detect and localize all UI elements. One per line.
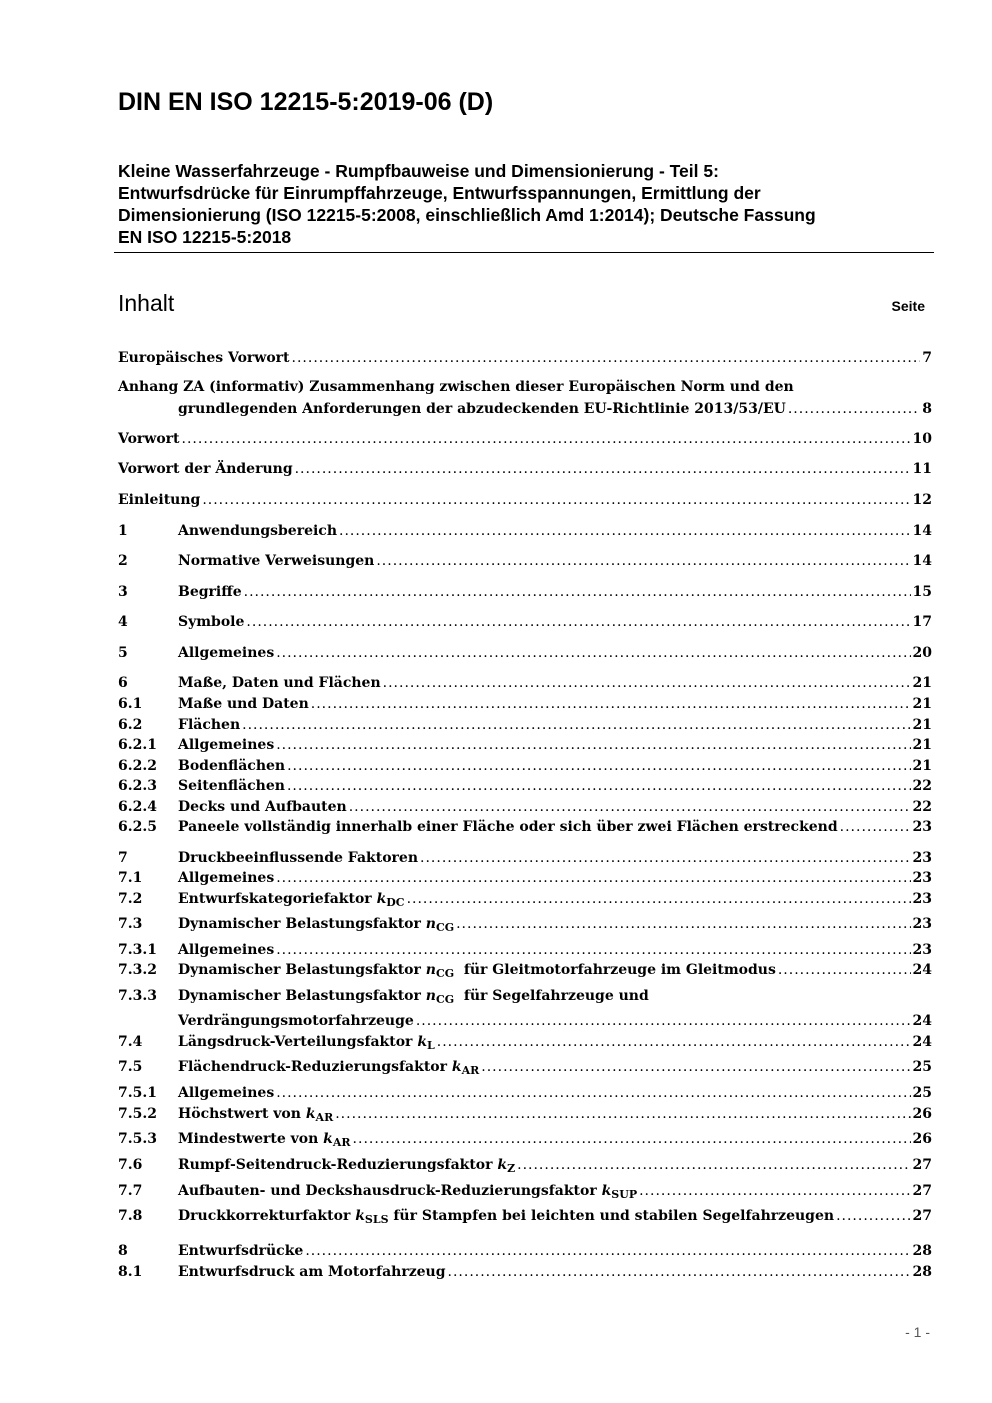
- toc-entry-number: 7.5.3: [118, 1131, 157, 1147]
- toc-entry[interactable]: [118, 582, 932, 602]
- toc-symbol: n: [425, 988, 436, 1004]
- toc-entry-title[interactable]: [178, 551, 374, 571]
- toc-entry[interactable]: [118, 694, 932, 714]
- toc-title-text: Entwurfsdrücke: [178, 1243, 304, 1259]
- toc-symbol-subscript: AR: [461, 1064, 480, 1077]
- toc-leader-dots: [836, 1206, 910, 1226]
- toc-entry[interactable]: [118, 377, 932, 397]
- toc-entry-title[interactable]: [178, 694, 309, 714]
- toc-title-text: für Stampfen bei leichten und stabilen Segelfahrzeugen: [388, 1208, 835, 1224]
- toc-entry-title[interactable]: [178, 521, 337, 541]
- toc-leader-dots: [481, 1057, 910, 1077]
- toc-page-number: 23: [912, 942, 932, 958]
- toc-entry-title[interactable]: [178, 1241, 303, 1261]
- toc-page-number: 28: [912, 1243, 932, 1259]
- toc-leader-dots: [788, 399, 920, 419]
- toc-entry[interactable]: [118, 735, 932, 755]
- toc-symbol: k: [451, 1059, 462, 1075]
- toc-entry-title[interactable]: [178, 960, 776, 984]
- toc-symbol-subscript: CG: [435, 967, 455, 980]
- toc-entry-number: 6.2.4: [118, 799, 157, 815]
- toc-title-text: Paneele vollständig innerhalb einer Fläche oder sich über zwei Flächen erstreckend: [178, 819, 838, 835]
- toc-title-text: Allgemeines: [178, 737, 275, 753]
- toc-symbol: k: [323, 1131, 333, 1147]
- toc-title-text: für Segelfahrzeuge und: [454, 988, 649, 1004]
- toc-symbol: k: [601, 1183, 612, 1199]
- toc-title-text: Flächen: [178, 717, 241, 733]
- toc-page-number: 26: [912, 1106, 932, 1122]
- toc-entry-title[interactable]: [178, 756, 285, 776]
- toc-entry[interactable]: [118, 612, 932, 632]
- toc-symbol: n: [425, 962, 436, 978]
- toc-page-number: 21: [912, 737, 932, 753]
- toc-page-number: 24: [912, 1034, 932, 1050]
- toc-entry-number: 6: [118, 675, 128, 691]
- toc-entry-title[interactable]: [178, 1155, 515, 1179]
- toc-entry-number: 1: [118, 523, 128, 539]
- subtitle-line: Dimensionierung (ISO 12215-5:2008, einschließlich Amd 1:2014); Deutsche Fassung: [118, 205, 816, 225]
- toc-title-text: Mindestwerte von: [178, 1131, 324, 1147]
- toc-entry-number: 6.2: [118, 717, 143, 733]
- toc-title-text: grundlegenden Anforderungen der abzudeckenden EU-Richtlinie 2013/53/EU: [178, 401, 786, 417]
- toc-entry[interactable]: [118, 756, 932, 776]
- toc-entry[interactable]: [118, 848, 932, 868]
- toc-title-text: Dynamischer Belastungsfaktor: [178, 988, 426, 1004]
- toc-entry-number: 7.7: [118, 1183, 143, 1199]
- toc-leader-dots: [276, 1083, 910, 1103]
- toc-entry-title[interactable]: [178, 817, 838, 837]
- page-number: - 1 -: [905, 1324, 930, 1340]
- toc-title-text: Maße und Daten: [178, 696, 309, 712]
- toc-page-number: 27: [912, 1208, 932, 1224]
- toc-entry[interactable]: [118, 490, 932, 510]
- toc-title-text: Rumpf-Seitendruck-Reduzierungsfaktor: [178, 1157, 498, 1173]
- toc-page-number: 11: [912, 461, 932, 477]
- toc-title-text: Maße, Daten und Flächen: [178, 675, 381, 691]
- toc-page-number: 14: [912, 523, 932, 539]
- toc-leader-dots: [311, 694, 911, 714]
- toc-entry[interactable]: [118, 1057, 932, 1081]
- toc-leader-dots: [840, 817, 911, 837]
- toc-page-number: 25: [912, 1059, 932, 1075]
- toc-entry-title[interactable]: [178, 914, 454, 938]
- toc-title-text: Dynamischer Belastungsfaktor: [178, 962, 426, 978]
- toc-entry[interactable]: [118, 1155, 932, 1179]
- toc-title-text: für Gleitmotorfahrzeuge im Gleitmodus: [454, 962, 776, 978]
- toc-entry-number: 7.3.2: [118, 962, 157, 978]
- toc-title-text: Allgemeines: [178, 870, 275, 886]
- toc-page-number: 23: [912, 870, 932, 886]
- toc-leader-dots: [349, 797, 911, 817]
- toc-leader-dots: [420, 848, 911, 868]
- toc-title-text: Längsdruck-Verteilungsfaktor: [178, 1034, 418, 1050]
- toc-symbol-subscript: CG: [435, 921, 455, 934]
- toc-leader-dots: [639, 1181, 910, 1201]
- toc-title-text: Symbole: [178, 614, 245, 630]
- toc-entry-number: 7.2: [118, 891, 143, 907]
- toc-leader-dots: [246, 612, 910, 632]
- toc-entry-title[interactable]: [178, 1129, 351, 1153]
- toc-title-text: Vorwort: [118, 431, 180, 447]
- toc-entry[interactable]: [118, 914, 932, 938]
- toc-symbol-subscript: SUP: [611, 1188, 638, 1201]
- toc-entry[interactable]: [118, 1032, 932, 1056]
- toc-title-text: Begriffe: [178, 584, 242, 600]
- toc-page-number: 17: [912, 614, 932, 630]
- toc-leader-dots: [305, 1241, 910, 1261]
- toc-entry-title[interactable]: [178, 673, 381, 693]
- toc-leader-dots: [287, 776, 911, 796]
- header-divider: [114, 252, 934, 253]
- toc-page-number: 7: [922, 350, 932, 366]
- toc-entry-number: 7.8: [118, 1208, 143, 1224]
- toc-entry-number: 7.6: [118, 1157, 143, 1173]
- toc-symbol: k: [417, 1034, 428, 1050]
- toc-page-number: 23: [912, 850, 932, 866]
- toc-page-number: 15: [912, 584, 932, 600]
- toc-entry[interactable]: [118, 889, 932, 913]
- toc-entry-number: 5: [118, 645, 128, 661]
- toc-symbol: k: [355, 1208, 365, 1224]
- toc-leader-dots: [407, 889, 911, 909]
- toc-symbol-subscript: AR: [332, 1136, 351, 1149]
- toc-symbol-subscript: DC: [386, 896, 405, 909]
- toc-symbol: k: [305, 1106, 316, 1122]
- toc-symbol-subscript: L: [427, 1039, 435, 1052]
- toc-entry-title[interactable]: [178, 643, 274, 663]
- toc-leader-dots: [287, 756, 910, 776]
- toc-entry-number: 4: [118, 614, 128, 630]
- toc-page-number: 23: [912, 891, 932, 907]
- toc-leader-dots: [339, 521, 911, 541]
- toc-entry[interactable]: [118, 715, 932, 735]
- toc-page-number: 21: [912, 675, 932, 691]
- toc-entry-number: 7.5.2: [118, 1106, 157, 1122]
- toc-symbol: k: [497, 1157, 508, 1173]
- toc-page-number: 21: [912, 758, 932, 774]
- toc-leader-dots: [276, 940, 910, 960]
- toc-entry-title[interactable]: [178, 1181, 637, 1205]
- toc-entry[interactable]: [118, 1104, 932, 1128]
- subtitle-line: Entwurfsdrücke für Einrumpffahrzeuge, Entwurfsspannungen, Ermittlung der: [118, 183, 761, 203]
- toc-page-number: 22: [912, 799, 932, 815]
- toc-entry-title[interactable]: [178, 1104, 333, 1128]
- toc-leader-dots: [292, 348, 921, 368]
- toc-entry-number: 7.4: [118, 1034, 143, 1050]
- toc-entry-number: 7.5: [118, 1059, 143, 1075]
- toc-leader-dots: [383, 673, 911, 693]
- toc-page-number: 23: [912, 819, 932, 835]
- toc-page-number: 14: [912, 553, 932, 569]
- toc-entry-title[interactable]: [118, 459, 293, 479]
- toc-leader-dots: [778, 960, 911, 980]
- toc-entry-number: 7: [118, 850, 128, 866]
- toc-entry-title[interactable]: [118, 348, 290, 368]
- toc-entry-number: 6.2.1: [118, 737, 157, 753]
- toc-entry-number: 7.3.3: [118, 988, 157, 1004]
- toc-entry-number: 6.2.5: [118, 819, 157, 835]
- toc-title-text: Decks und Aufbauten: [178, 799, 347, 815]
- toc-entry[interactable]: [118, 817, 932, 837]
- toc-leader-dots: [517, 1155, 910, 1175]
- toc-entry-title[interactable]: [178, 1032, 435, 1056]
- toc-page-number: 12: [912, 492, 932, 508]
- toc-title-text: Höchstwert von: [178, 1106, 306, 1122]
- toc-entry[interactable]: [118, 1206, 932, 1230]
- toc-entry-title[interactable]: [178, 735, 274, 755]
- toc-entry[interactable]: [118, 940, 932, 960]
- subtitle-line: Kleine Wasserfahrzeuge - Rumpfbauweise und Dimensionierung - Teil 5:: [118, 161, 719, 181]
- toc-title-text: Entwurfskategoriefaktor: [178, 891, 377, 907]
- toc-leader-dots: [244, 582, 911, 602]
- toc-entry-title[interactable]: [178, 889, 405, 913]
- toc-title-text: Normative Verweisungen: [178, 553, 375, 569]
- toc-entry[interactable]: [118, 429, 932, 449]
- toc-title-text: Verdrängungsmotorfahrzeuge: [178, 1013, 414, 1029]
- toc-title-text: Druckkorrekturfaktor: [178, 1208, 356, 1224]
- toc-leader-dots: [416, 1011, 911, 1031]
- toc-leader-dots: [448, 1262, 911, 1282]
- toc-entry-title[interactable]: [118, 377, 794, 397]
- toc-page-number: 24: [912, 962, 932, 978]
- toc-title-text: Allgemeines: [178, 942, 275, 958]
- subtitle-line: EN ISO 12215-5:2018: [118, 227, 292, 247]
- toc-entry-continuation[interactable]: [178, 1011, 932, 1031]
- toc-page-number: 10: [912, 431, 932, 447]
- toc-entry[interactable]: [118, 1083, 932, 1103]
- toc-title-text: Entwurfsdruck am Motorfahrzeug: [178, 1264, 446, 1280]
- toc-page-number: 23: [912, 916, 932, 932]
- toc-entry-title[interactable]: [178, 582, 242, 602]
- toc-entry-title[interactable]: [178, 940, 274, 960]
- toc-page-number: 21: [912, 696, 932, 712]
- toc-page-number: 27: [912, 1157, 932, 1173]
- toc-entry-continuation[interactable]: [178, 399, 932, 419]
- toc-entry-title[interactable]: [118, 490, 200, 510]
- toc-entry[interactable]: [118, 1241, 932, 1261]
- toc-leader-dots: [376, 551, 910, 571]
- toc-leader-dots: [182, 429, 911, 449]
- toc-entry[interactable]: [118, 776, 932, 796]
- toc-entry-title[interactable]: [178, 715, 240, 735]
- toc-entry-title[interactable]: [178, 986, 649, 1010]
- document-header: [118, 88, 934, 247]
- toc-entry[interactable]: [118, 643, 932, 663]
- toc-entry-number: 6.2.2: [118, 758, 157, 774]
- toc-entry-title[interactable]: [178, 1206, 834, 1230]
- toc-entry[interactable]: [118, 868, 932, 888]
- toc-entry[interactable]: [118, 1262, 932, 1282]
- toc-title-text: Seitenflächen: [178, 778, 285, 794]
- toc-entry[interactable]: [118, 521, 932, 541]
- toc-entry-title[interactable]: [178, 612, 244, 632]
- toc-entry-title[interactable]: [178, 797, 347, 817]
- toc-leader-dots: [276, 643, 910, 663]
- toc-page-number: 28: [912, 1264, 932, 1280]
- toc-title-text: Allgemeines: [178, 1085, 275, 1101]
- toc-entry[interactable]: [118, 960, 932, 984]
- toc-entry-title[interactable]: [178, 1262, 446, 1282]
- toc-entry-number: 3: [118, 584, 128, 600]
- toc-entry-number: 8.1: [118, 1264, 143, 1280]
- toc-leader-dots: [276, 735, 910, 755]
- toc-title-text: Vorwort der Änderung: [118, 461, 293, 477]
- toc-page-number: 26: [912, 1131, 932, 1147]
- toc-entry-number: 7.1: [118, 870, 143, 886]
- toc-entry-title[interactable]: [178, 1083, 274, 1103]
- toc-symbol-subscript: Z: [507, 1162, 516, 1175]
- toc-page-number: 20: [912, 645, 932, 661]
- toc-entry-title[interactable]: [178, 848, 418, 868]
- toc-title-text: Flächendruck-Reduzierungsfaktor: [178, 1059, 452, 1075]
- toc-title-text: Allgemeines: [178, 645, 275, 661]
- toc-entry-title[interactable]: [178, 1057, 479, 1081]
- toc-leader-dots: [437, 1032, 911, 1052]
- toc-title-text: Aufbauten- und Deckshausdruck-Reduzierungsfaktor: [178, 1183, 602, 1199]
- toc-page-number: 21: [912, 717, 932, 733]
- toc-leader-dots: [353, 1129, 911, 1149]
- document-title: DIN EN ISO 12215-5:2019-06 (D): [118, 88, 494, 116]
- toc-entry-number: 7.5.1: [118, 1085, 157, 1101]
- toc-entry[interactable]: [118, 797, 932, 817]
- toc-title-text: Anhang ZA (informativ) Zusammenhang zwischen dieser Europäischen Norm und den: [118, 379, 794, 395]
- document-subtitle: [118, 160, 934, 248]
- toc-entry-number: 2: [118, 553, 128, 569]
- toc-page-number: 25: [912, 1085, 932, 1101]
- toc-title-text: Einleitung: [118, 492, 201, 508]
- toc-leader-dots: [276, 868, 910, 888]
- toc-entry-title[interactable]: [118, 429, 180, 449]
- toc-entry[interactable]: [118, 348, 932, 368]
- toc-symbol-subscript: CG: [435, 993, 455, 1006]
- toc-entry-number: 6.2.3: [118, 778, 157, 794]
- toc-entry-title[interactable]: [178, 868, 274, 888]
- toc-title-text: Dynamischer Belastungsfaktor: [178, 916, 426, 932]
- toc-entry-number: 6.1: [118, 696, 143, 712]
- toc-entry-number: 7.3.1: [118, 942, 157, 958]
- page-column-label: Seite: [891, 298, 925, 314]
- toc-title-text: Europäisches Vorwort: [118, 350, 290, 366]
- toc-leader-dots: [202, 490, 910, 510]
- toc-entry[interactable]: [118, 1181, 932, 1205]
- toc-entry[interactable]: [118, 551, 932, 571]
- toc-title-text: Druckbeeinflussende Faktoren: [178, 850, 419, 866]
- toc-entry[interactable]: [118, 986, 932, 1010]
- toc-entry-number: 7.3: [118, 916, 143, 932]
- toc-leader-dots: [242, 715, 910, 735]
- toc-entry-number: 8: [118, 1243, 128, 1259]
- toc-leader-dots: [295, 459, 911, 479]
- toc-entry[interactable]: [118, 673, 932, 693]
- toc-symbol-subscript: AR: [315, 1111, 334, 1124]
- toc-entry[interactable]: [118, 459, 932, 479]
- toc-page-number: 24: [912, 1013, 932, 1029]
- toc-entry[interactable]: [118, 1129, 932, 1153]
- toc-title-text: Anwendungsbereich: [178, 523, 337, 539]
- toc-page-number: 27: [912, 1183, 932, 1199]
- toc-symbol: n: [425, 916, 436, 932]
- toc-heading: Inhalt: [118, 290, 175, 316]
- toc-title-text: Bodenflächen: [178, 758, 286, 774]
- toc-leader-dots: [456, 914, 910, 934]
- toc-leader-dots: [335, 1104, 910, 1124]
- toc-symbol-subscript: SLS: [364, 1213, 389, 1226]
- toc-page-number: 8: [922, 401, 932, 417]
- toc-symbol: k: [376, 891, 387, 907]
- toc-entry-title[interactable]: [178, 776, 285, 796]
- toc-page-number: 22: [912, 778, 932, 794]
